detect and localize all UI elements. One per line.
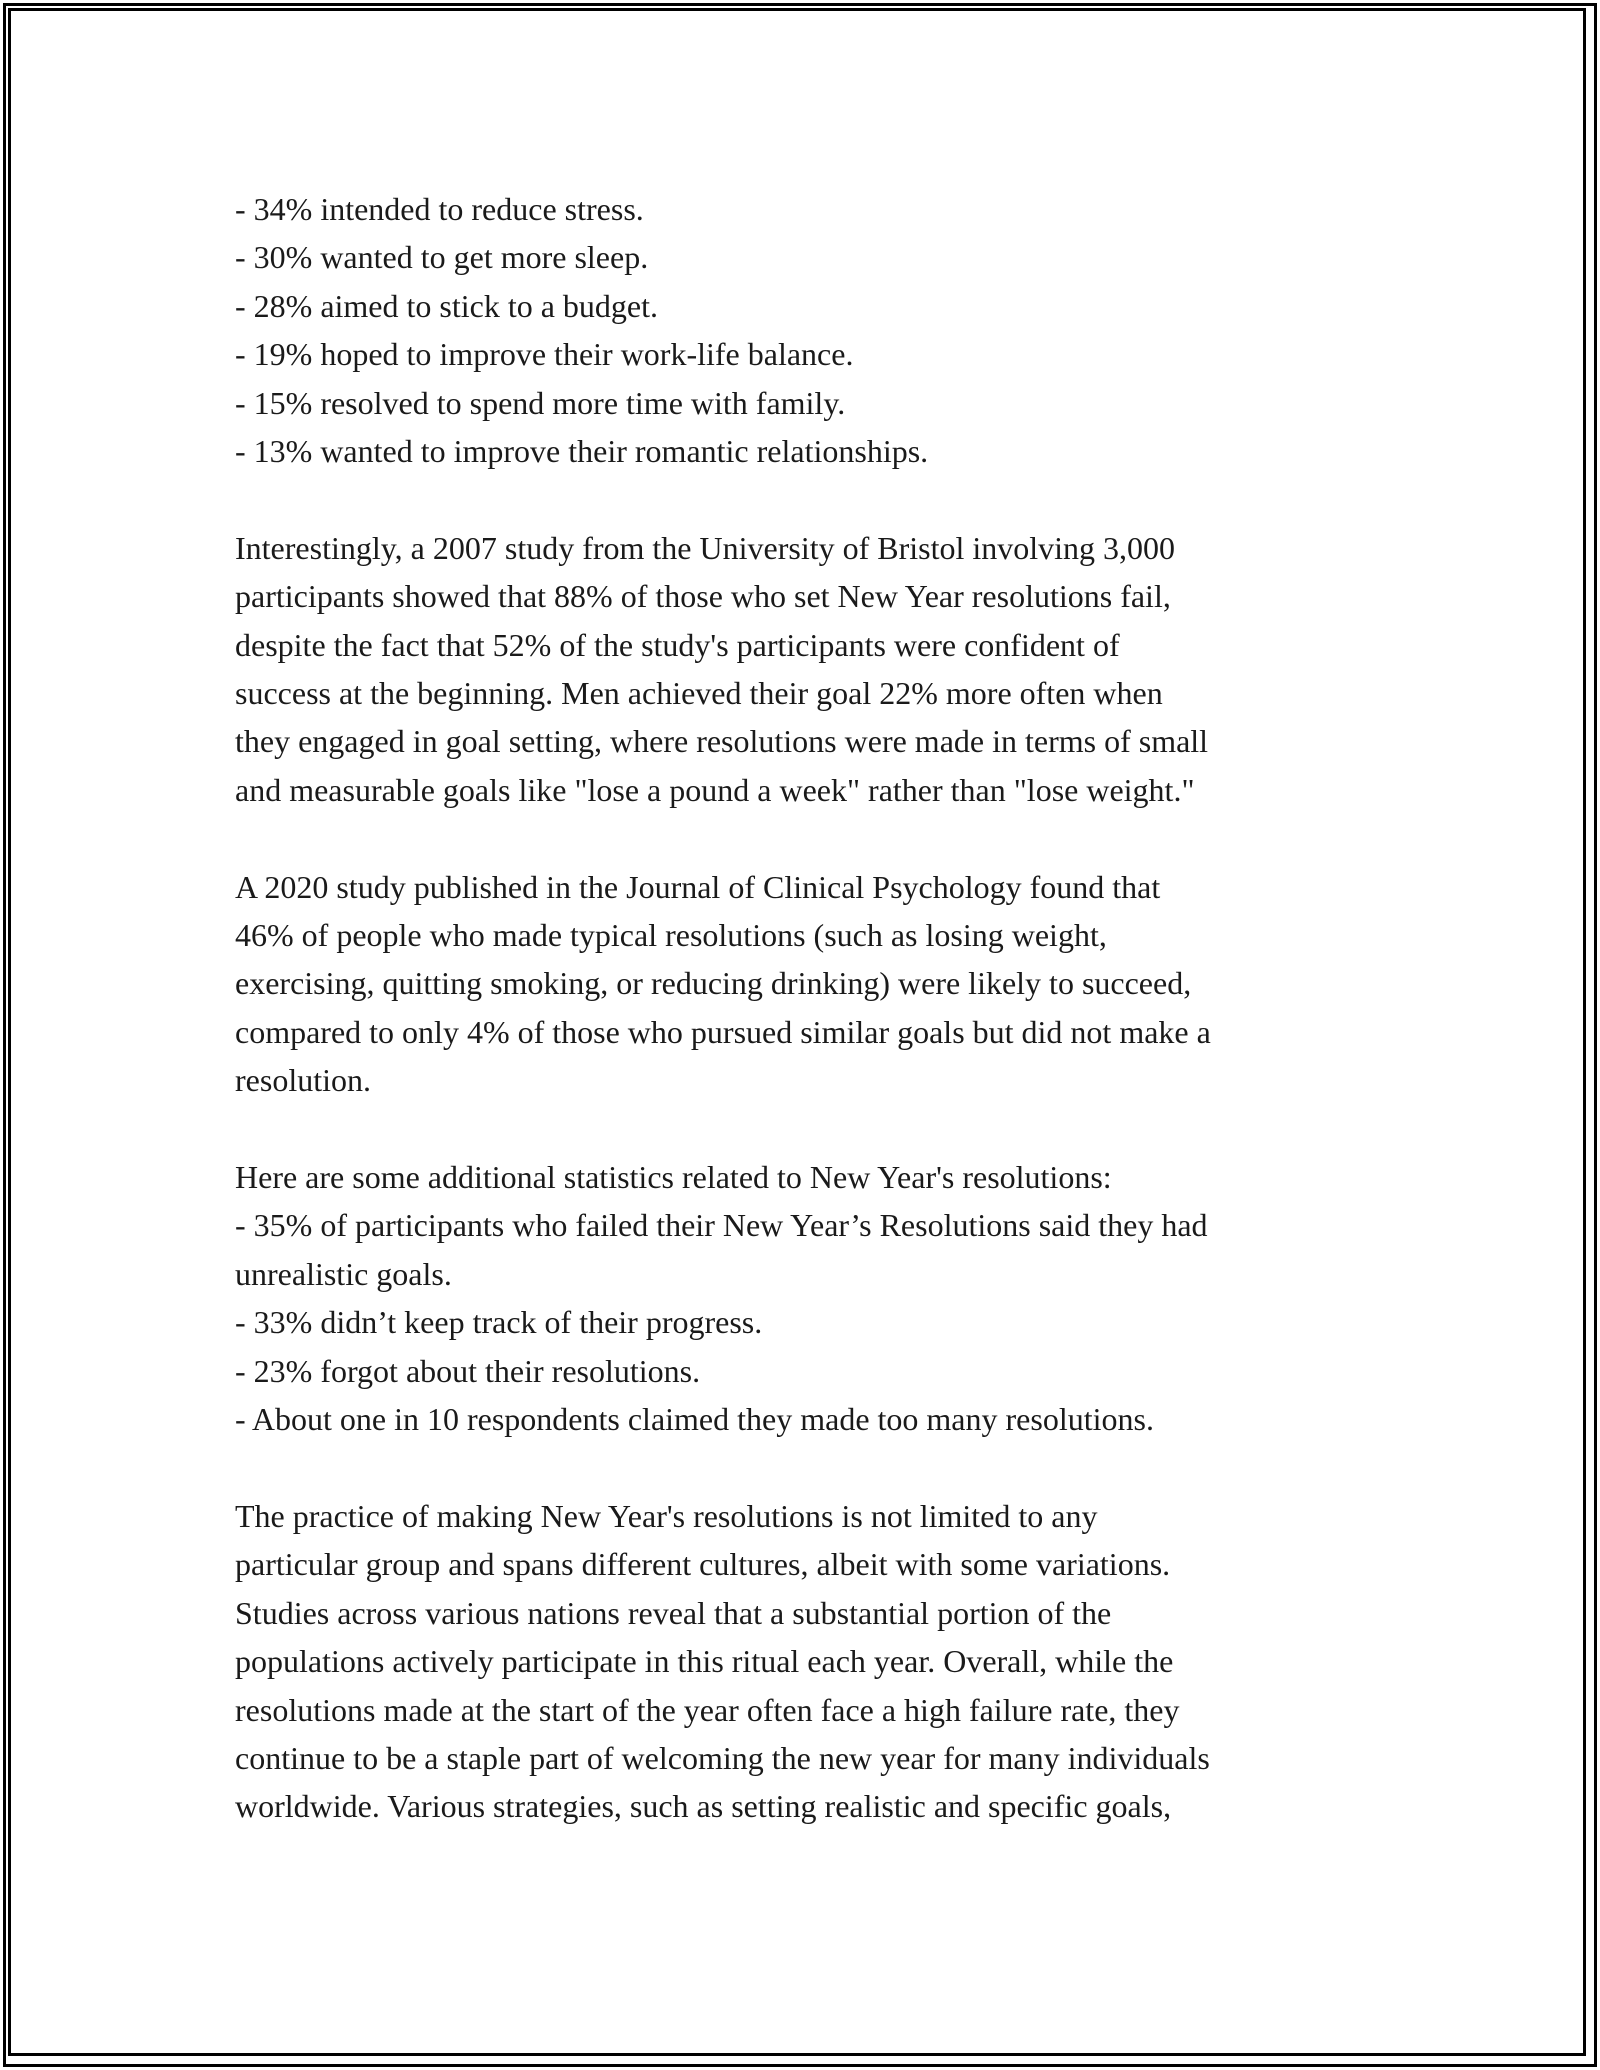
text-line: Interestingly, a 2007 study from the University of Bristol involving 3,000 [235, 529, 1176, 566]
text-line: Studies across various nations reveal that a substantial portion of the [235, 1594, 1112, 1631]
text-line: resolution. [235, 1062, 371, 1099]
list-item: - 19% hoped to improve their work-life balance. [235, 336, 854, 373]
text-line: participants showed that 88% of those who set New Year resolutions fail, [235, 578, 1171, 615]
text-line: Here are some additional statistics related to New Year's resolutions: [235, 1159, 1112, 1196]
paragraph-additional-statistics [235, 1153, 1405, 1443]
list-item: - 33% didn’t keep track of their progress. [235, 1304, 763, 1341]
list-item: - 15% resolved to spend more time with family. [235, 384, 846, 421]
text-line: they engaged in goal setting, where resolutions were made in terms of small [235, 723, 1209, 760]
text-line: 46% of people who made typical resolutions (such as losing weight, [235, 917, 1107, 954]
text-line: success at the beginning. Men achieved their goal 22% more often when [235, 675, 1163, 712]
text-line: A 2020 study published in the Journal of Clinical Psychology found that [235, 868, 1161, 905]
text-line: The practice of making New Year's resolutions is not limited to any [235, 1497, 1098, 1534]
paragraph-cultural-practice [235, 1492, 1405, 1831]
text-line: particular group and spans different cultures, albeit with some variations. [235, 1546, 1171, 1583]
list-item: - 28% aimed to stick to a budget. [235, 287, 659, 324]
list-item: - 13% wanted to improve their romantic relationships. [235, 433, 929, 470]
list-item: - 34% intended to reduce stress. [235, 191, 644, 227]
paragraph-clinical-psychology-study [235, 863, 1405, 1105]
text-line: continue to be a staple part of welcoming the new year for many individuals [235, 1739, 1210, 1776]
text-line: resolutions made at the start of the year often face a high failure rate, they [235, 1691, 1180, 1728]
text-line: worldwide. Various strategies, such as setting realistic and specific goals, [235, 1788, 1172, 1825]
text-line: exercising, quitting smoking, or reducing drinking) were likely to succeed, [235, 965, 1192, 1002]
list-item: - 23% forgot about their resolutions. [235, 1352, 701, 1389]
text-line: populations actively participate in this ritual each year. Overall, while the [235, 1643, 1174, 1680]
list-item: - 35% of participants who failed their New Year’s Resolutions said they had [235, 1207, 1208, 1244]
text-line: and measurable goals like "lose a pound a week" rather than "lose weight." [235, 771, 1195, 808]
list-item-continuation: unrealistic goals. [235, 1255, 452, 1292]
document-body [235, 185, 1405, 1831]
list-item: - 30% wanted to get more sleep. [235, 239, 649, 276]
paragraph-resolution-stats [235, 185, 1405, 475]
list-item: - About one in 10 respondents claimed they made too many resolutions. [235, 1401, 1154, 1438]
paragraph-bristol-study [235, 524, 1405, 814]
text-line: compared to only 4% of those who pursued similar goals but did not make a [235, 1013, 1211, 1050]
text-line: despite the fact that 52% of the study's participants were confident of [235, 626, 1120, 663]
